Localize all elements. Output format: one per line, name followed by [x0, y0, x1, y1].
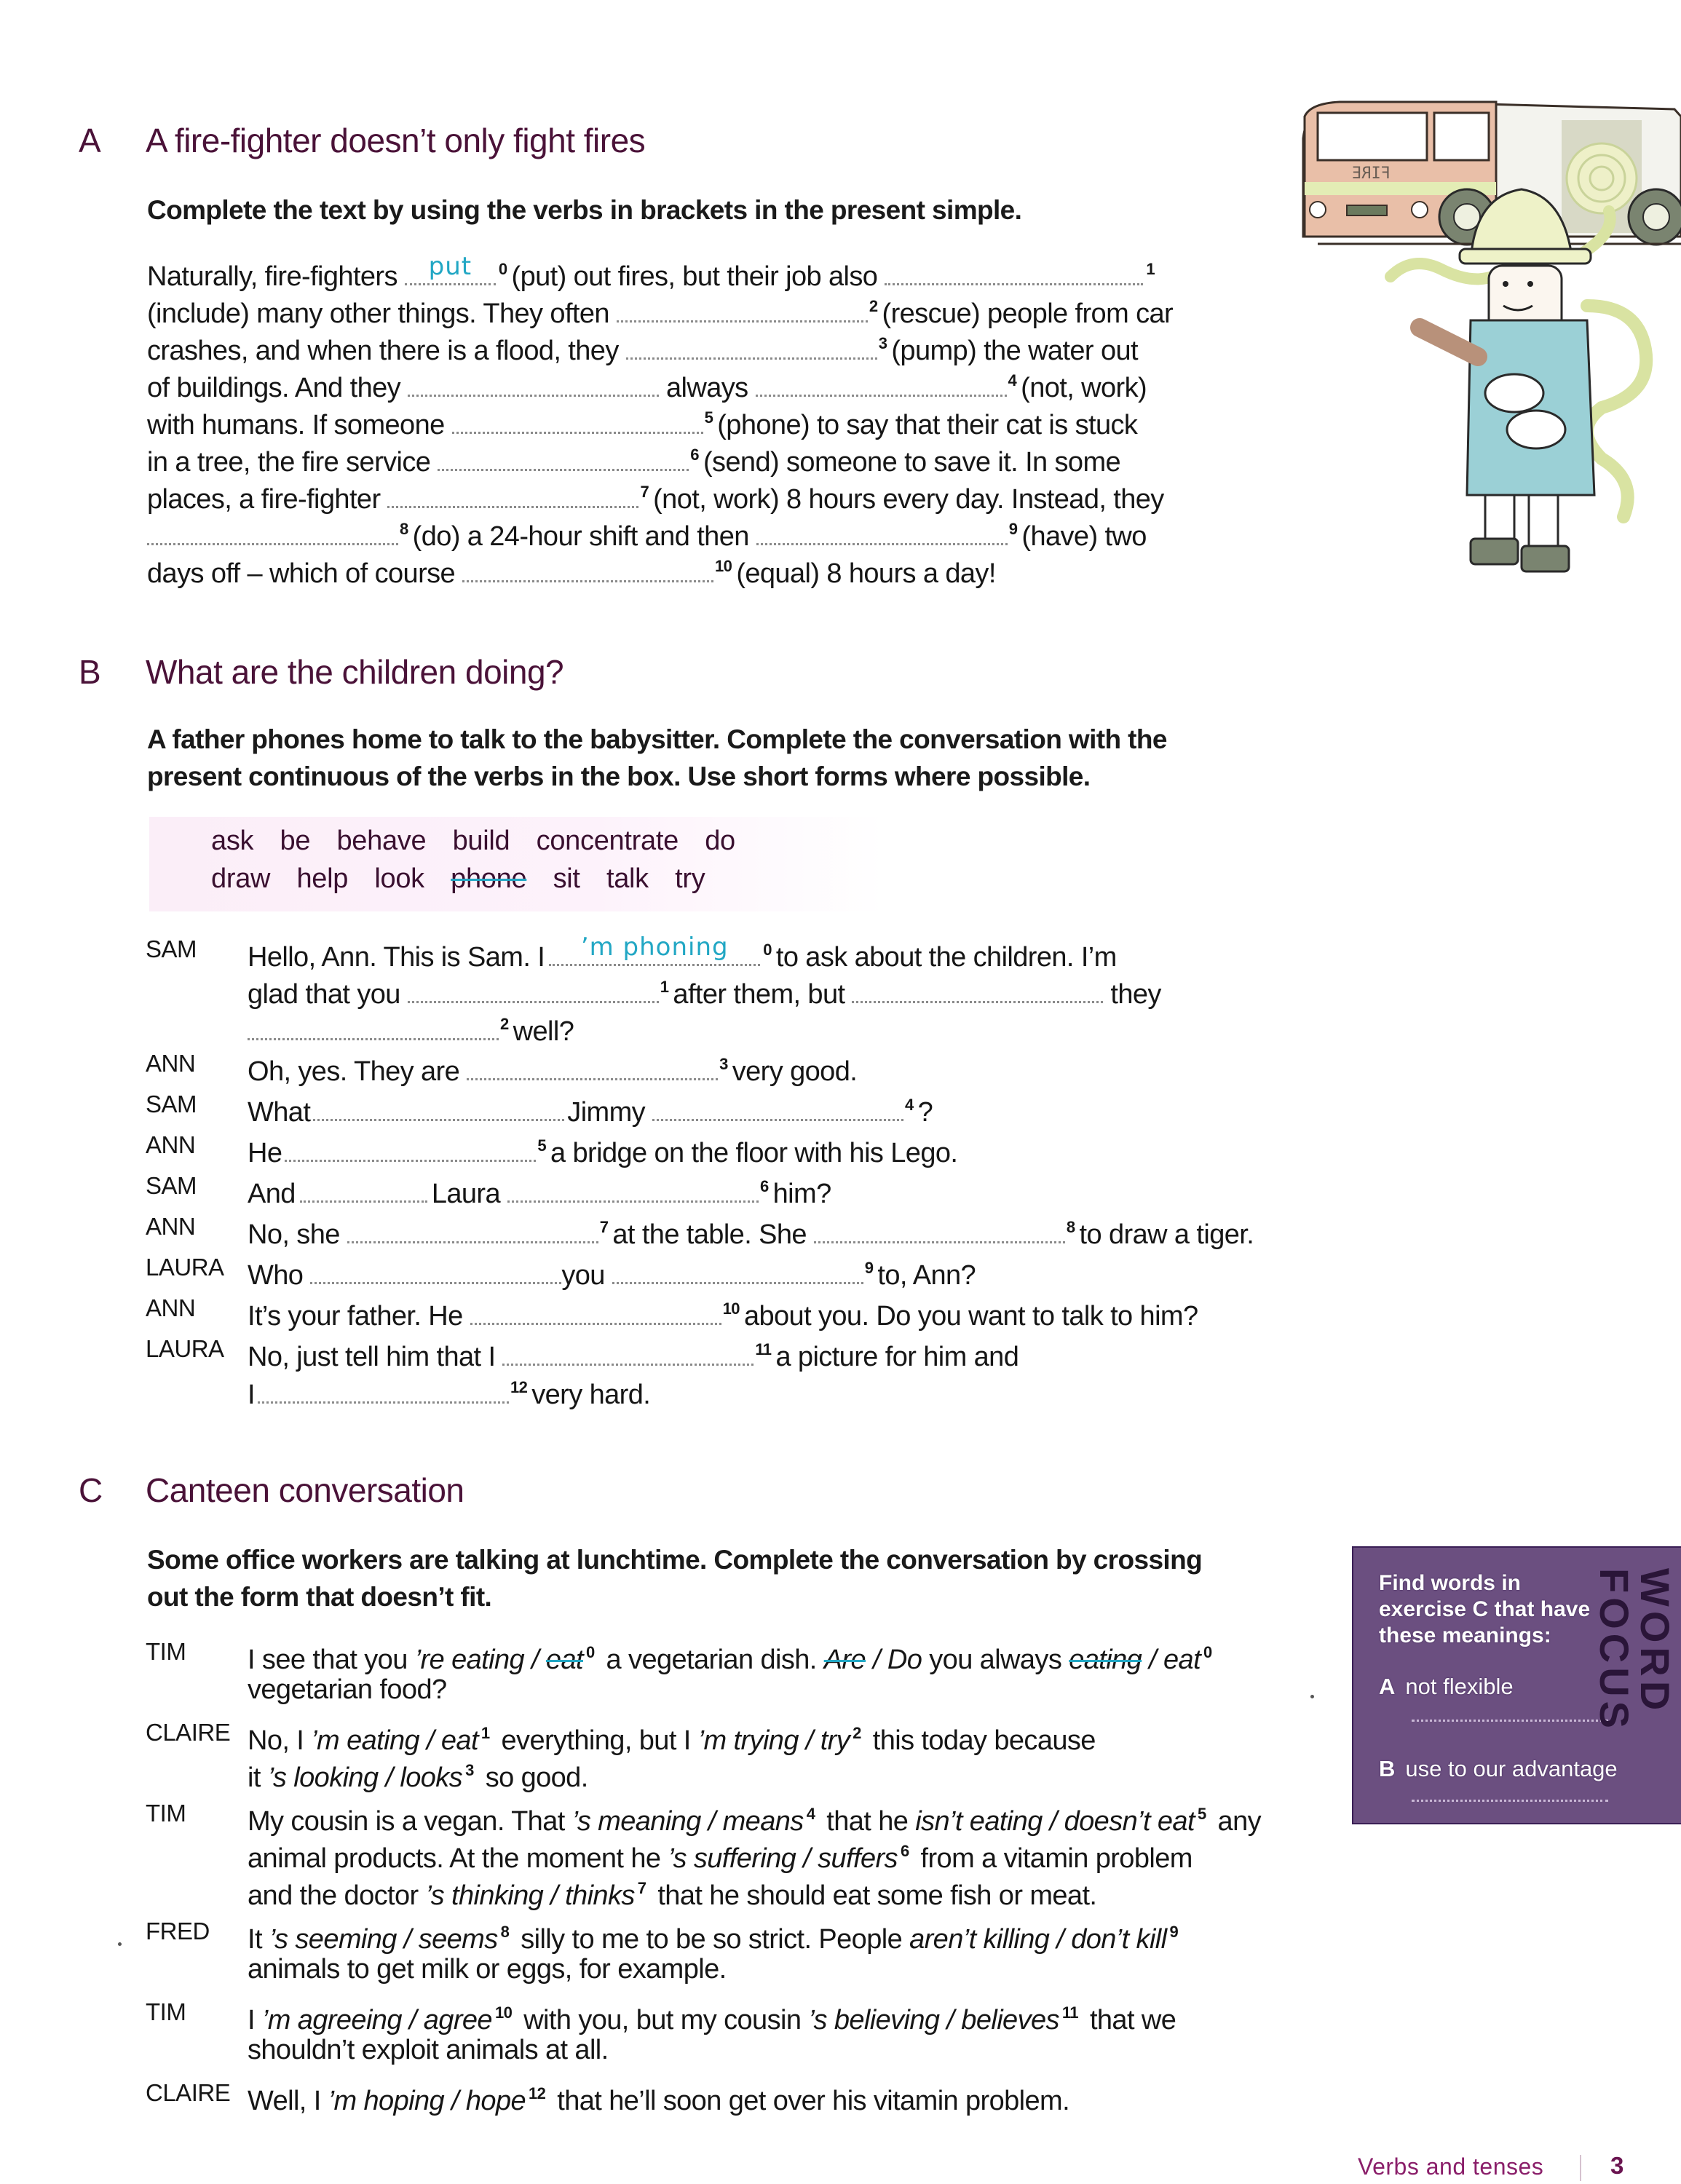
dialogue-line: And Laura $^6$ him? — [248, 1177, 831, 1209]
word-box-item: talk — [606, 863, 649, 894]
choice-options[interactable]: ’s seeming / seems — [269, 1924, 498, 1955]
dialogue-line: glad that you $^1$ after them, but they — [248, 978, 1161, 1010]
word-focus-box — [1352, 1546, 1681, 1824]
dialogue-line: No, just tell him that I $^{11}$ a picture for him and — [248, 1340, 1019, 1372]
dialogue-line: Who you $^9$ to, Ann? — [248, 1259, 976, 1291]
section-c-instruction-line: out the form that doesn’t fit. — [147, 1582, 492, 1612]
answer-blank-8[interactable] — [147, 521, 398, 545]
word-box-item: draw — [211, 863, 271, 894]
dialogue-line: shouldn’t exploit animals at all. — [248, 2035, 609, 2065]
word-box-item: do — [705, 826, 735, 856]
choice-option[interactable]: Do — [887, 1645, 922, 1675]
answer-blank-7[interactable] — [387, 483, 638, 508]
choice-options[interactable]: aren’t killing / don’t kill — [909, 1924, 1167, 1955]
paragraph-line: (include) many other things. They often $^2$ (rescue) people from car — [147, 297, 1174, 329]
section-c-title: Canteen conversation — [146, 1471, 464, 1509]
choice-options[interactable]: isn’t eating / doesn’t eat — [915, 1806, 1195, 1837]
dialogue-line: I ’m agreeing / agree $^{10}$ with you, but my cousin ’s believing / believes $^{11}$ that we — [248, 2003, 1176, 2035]
word-focus-heading: Find words in — [1379, 1571, 1521, 1595]
answer-blank-7[interactable] — [347, 1219, 598, 1243]
speaker-label: ANN — [146, 1050, 196, 1077]
word-focus-tab-label-word: WORD — [1632, 1568, 1678, 1715]
paragraph-line: $^8$ (do) a 24-hour shift and then $^9$ (have) two — [147, 511, 1147, 555]
answer-blank-2a[interactable] — [852, 978, 1103, 1003]
dialogue-line: vegetarian food? — [248, 1674, 447, 1705]
stray-mark — [1310, 1695, 1314, 1698]
word-box-item: behave — [336, 826, 427, 856]
word-box-item: sit — [553, 863, 580, 894]
dialogue-line: It’s your father. He $^{10}$ about you. Do you want to talk to him? — [248, 1299, 1198, 1332]
choice-options[interactable]: ’s believing / believes — [808, 2005, 1059, 2035]
choice-options[interactable]: ’s meaning / means — [571, 1806, 804, 1837]
speaker-label: TIM — [146, 1998, 186, 2025]
word-focus-item-b: B use to our advantage — [1379, 1756, 1618, 1781]
speaker-label: ANN — [146, 1294, 196, 1321]
handwritten-answer: put — [428, 252, 472, 281]
answer-blank-6[interactable] — [438, 446, 689, 471]
handwritten-answer: ’m phoning — [580, 933, 729, 962]
answer-blank-8[interactable] — [814, 1219, 1065, 1243]
speaker-label: SAM — [146, 935, 197, 962]
word-focus-item-a: A not flexible — [1379, 1674, 1514, 1699]
choice-option[interactable]: eat — [1163, 1645, 1201, 1675]
word-focus-heading: exercise C that have — [1379, 1597, 1591, 1621]
word-box-item: concentrate — [536, 826, 679, 856]
fire-label: FIRE — [1352, 165, 1391, 183]
section-a-title: A fire-fighter doesn’t only fight fires — [146, 122, 646, 159]
speaker-label: SAM — [146, 1172, 197, 1199]
section-b-title: What are the children doing? — [146, 653, 564, 691]
word-focus-answer-line-a[interactable] — [1412, 1720, 1608, 1722]
section-b-instruction-line: present continuous of the verbs in the box. Use short forms where possible. — [147, 761, 1091, 791]
dialogue-line: It ’s seeming / seems $^8$ silly to me to be so strict. People aren’t killing / don’t kill $^9$ — [248, 1923, 1179, 1955]
word-box-item: help — [296, 863, 349, 894]
paragraph-line: days off – which of course $^{10}$ (equal) 8 hours a day! — [147, 557, 996, 589]
section-c-letter: C — [79, 1471, 103, 1509]
section-c-instruction-line: Some office workers are talking at lunchtime. Complete the conversation by crossing — [147, 1545, 1203, 1575]
speaker-label: FRED — [146, 1918, 210, 1944]
dialogue-line: I $^{12}$ very hard. — [248, 1378, 651, 1410]
speaker-label: LAURA — [146, 1254, 224, 1281]
choice-option-crossed[interactable]: eat — [545, 1645, 583, 1675]
word-box-item: be — [280, 826, 311, 856]
dialogue-line: animal products. At the moment he ’s suffering / suffers $^6$ from a vitamin problem — [248, 1842, 1192, 1874]
answer-blank-9a[interactable] — [310, 1259, 561, 1284]
answer-blank-9[interactable] — [756, 521, 1008, 545]
answer-blank-1[interactable] — [885, 261, 1143, 285]
dialogue-line: $^2$ well? — [248, 1006, 574, 1050]
dialogue-line: No, I ’m eating / eat $^1$ everything, but I ’m trying / try $^2$ this today because — [248, 1724, 1096, 1756]
speaker-label: SAM — [146, 1091, 197, 1117]
word-box-item: build — [452, 826, 510, 856]
choice-options[interactable]: ’s thinking / thinks — [425, 1880, 635, 1911]
firefighter-figure-icon — [1391, 189, 1646, 571]
answer-blank-4b[interactable] — [756, 372, 1007, 397]
dialogue-line: Oh, yes. They are $^3$ very good. — [248, 1055, 858, 1087]
answer-blank-10[interactable] — [462, 558, 713, 582]
section-b-letter: B — [79, 653, 101, 691]
speaker-label: TIM — [146, 1638, 186, 1665]
word-box-item: look — [374, 863, 424, 894]
speaker-label: TIM — [146, 1800, 186, 1827]
paragraph-line: with humans. If someone $^5$ (phone) to say that their cat is stuck — [147, 408, 1138, 440]
word-box-item-crossed: phone — [451, 863, 527, 894]
word-box-item: try — [675, 863, 705, 894]
stray-mark — [118, 1942, 122, 1946]
choice-options[interactable]: ’m hoping / hope — [328, 2086, 526, 2116]
section-a-letter: A — [79, 122, 101, 159]
firefighter-illustration — [1296, 87, 1681, 582]
choice-option-crossed[interactable]: Are — [823, 1645, 866, 1675]
dialogue-line: it ’s looking / looks $^3$ so good. — [248, 1761, 588, 1793]
choice-options[interactable]: ’m eating / eat — [311, 1725, 478, 1756]
choice-option[interactable]: ’re eating — [414, 1645, 525, 1675]
dialogue-line: animals to get milk or eggs, for example. — [248, 1954, 727, 1985]
answer-blank-4a[interactable] — [408, 372, 659, 397]
answer-blank-9b[interactable] — [612, 1259, 863, 1284]
section-b-instruction-line: A father phones home to talk to the babysitter. Complete the conversation with the — [147, 724, 1167, 754]
dialogue-line: No, she $^7$ at the table. She $^8$ to draw a tiger. — [248, 1218, 1254, 1250]
dialogue-line: Well, I ’m hoping / hope $^{12}$ that he’ll soon get over his vitamin problem. — [248, 2084, 1070, 2116]
answer-blank-2[interactable] — [617, 298, 868, 323]
word-focus-answer-line-b[interactable] — [1412, 1800, 1608, 1802]
speaker-label: CLAIRE — [146, 1719, 231, 1746]
speaker-label: ANN — [146, 1213, 196, 1240]
choice-option-crossed[interactable]: eating — [1069, 1645, 1142, 1675]
answer-blank-2b[interactable] — [248, 1016, 499, 1040]
answer-blank-5[interactable] — [452, 409, 703, 434]
answer-blank-3[interactable] — [467, 1056, 718, 1080]
answer-blank-11[interactable] — [502, 1341, 754, 1366]
section-a-instruction: Complete the text by using the verbs in brackets in the present simple. — [147, 195, 1022, 225]
paragraph-line: places, a fire-fighter $^7$ (not, work) 8 hours every day. Instead, they — [147, 483, 1164, 515]
answer-blank-4a[interactable] — [313, 1096, 564, 1121]
paragraph-line: of buildings. And they always $^4$ (not, work) — [147, 371, 1147, 403]
speaker-label: LAURA — [146, 1335, 224, 1362]
dialogue-line: I see that you ’re eating / eat $^0$ a vegetarian dish. Are / Do you always eating / eat $^0$ — [248, 1643, 1212, 1675]
paragraph-line: in a tree, the fire service $^6$ (send) someone to save it. In some — [147, 446, 1121, 478]
dialogue-line: He $^5$ a bridge on the floor with his Lego. — [248, 1136, 958, 1168]
speaker-label: ANN — [146, 1131, 196, 1158]
answer-blank-0[interactable] — [549, 933, 760, 966]
word-box-item: ask — [211, 826, 254, 856]
word-box-row-1 — [211, 826, 754, 857]
choice-options[interactable]: ’s suffering / suffers — [668, 1843, 898, 1874]
choice-options[interactable]: ’s looking / looks — [267, 1762, 463, 1793]
dialogue-line: What Jimmy $^4$ ? — [248, 1096, 933, 1128]
answer-blank-6a[interactable] — [300, 1178, 427, 1203]
verb-word-box — [149, 817, 885, 911]
choice-options[interactable]: ’m agreeing / agree — [261, 2005, 492, 2035]
answer-blank-0[interactable] — [405, 252, 496, 285]
paragraph-line: Naturally, fire-fighters put $^0$ (put) out fires, but their job also $^1$ — [147, 251, 1159, 295]
paragraph-line: crashes, and when there is a flood, they $^3$ (pump) the water out — [147, 334, 1138, 366]
dialogue-line: My cousin is a vegan. That ’s meaning / means $^4$ that he isn’t eating / doesn’t eat $^5$ any — [248, 1805, 1262, 1837]
answer-blank-4b[interactable] — [652, 1096, 903, 1121]
answer-blank-10[interactable] — [470, 1300, 721, 1325]
choice-options[interactable]: ’m trying / try — [697, 1725, 850, 1756]
dialogue-line: Hello, Ann. This is Sam. I ’m phoning $^0$ to ask about the children. I’m — [248, 932, 1117, 976]
answer-blank-3[interactable] — [626, 335, 877, 360]
footer-section-label: Verbs and tenses — [1358, 2153, 1544, 2180]
footer-divider — [1580, 2155, 1581, 2181]
answer-blank-5[interactable] — [285, 1137, 536, 1162]
word-focus-tab-label-focus: FOCUS — [1591, 1568, 1637, 1733]
answer-blank-6b[interactable] — [507, 1178, 759, 1203]
speaker-label: CLAIRE — [146, 2079, 231, 2106]
answer-blank-1[interactable] — [408, 978, 659, 1003]
word-box-row-2 — [211, 863, 724, 895]
page-number: 3 — [1610, 2152, 1624, 2179]
answer-blank-12[interactable] — [258, 1379, 509, 1404]
word-focus-heading: these meanings: — [1379, 1623, 1551, 1647]
dialogue-line: and the doctor ’s thinking / thinks $^7$ that he should eat some fish or meat. — [248, 1879, 1097, 1911]
